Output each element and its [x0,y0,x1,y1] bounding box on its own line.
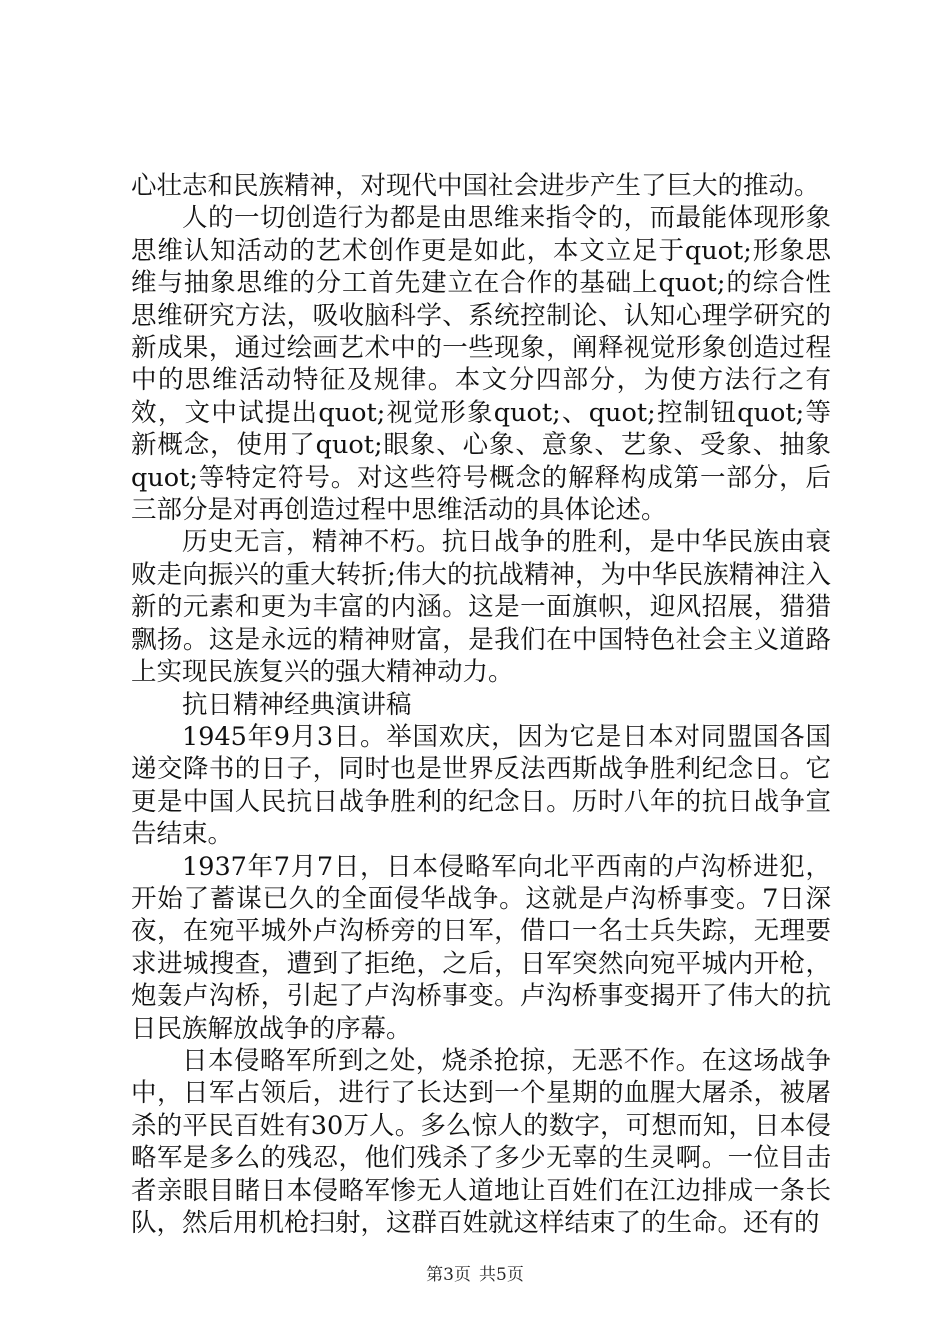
speech-title: 抗日精神经典演讲稿 [182,689,412,720]
document-body [131,170,831,1239]
paragraph-1: 心壮志和民族精神，对现代中国社会进步产生了巨大的推动。 [131,171,820,201]
paragraph-3: 历史无言，精神不朽。抗日战争的胜利，是中华民族由衰败走向振兴的重大转折;伟大的抗战精神，为中华民族精神注入新的元素和更为丰富的内涵。这是一面旗帜，迎风招展，猎猎飘扬。这是永远的精神财富，是我们在中国特色社会主义道路上实现民族复兴的强大精神动力。 [131,527,831,688]
page-footer [0,1264,950,1286]
paragraph-5: 1945年9月3日。举国欢庆，因为它是日本对同盟国各国递交降书的日子，同时也是世界反法西斯战争胜利纪念日。它更是中国人民抗日战争胜利的纪念日。历时八年的抗日战争宣告结束。 [131,721,831,850]
paragraph-7: 日本侵略军所到之处，烧杀抢掠，无恶不作。在这场战争中，日军占领后，进行了长达到一个星期的血腥大屠杀，被屠杀的平民百姓有30万人。多么惊人的数字，可想而知，日本侵略军是多么的残忍，他们残杀了多少无辜的生灵啊。一位目击者亲眼目睹日本侵略军惨无人道地让百姓们在江边排成一条长队，然后用机枪扫射，这群百姓就这样结束了的生命。还有的 [131,1045,831,1238]
paragraph-6: 1937年7月7日，日本侵略军向北平西南的卢沟桥进犯，开始了蓄谋已久的全面侵华战争。这就是卢沟桥事变。7日深夜，在宛平城外卢沟桥旁的日军，借口一名士兵失踪，无理要求进城搜查，遭到了拒绝，之后，日军突然向宛平城内开枪，炮轰卢沟桥，引起了卢沟桥事变。卢沟桥事变揭开了伟大的抗日民族解放战争的序幕。 [131,851,831,1044]
page-total: 共5页 [479,1265,524,1285]
page-number: 第3页 [426,1265,471,1285]
paragraph-2: 人的一切创造行为都是由思维来指令的，而最能体现形象思维认知活动的艺术创作更是如此，本文立足于quot;形象思维与抽象思维的分工首先建立在合作的基础上quot;的综合性思维研究方法，吸收脑科学、系统控制论、认知心理学研究的新成果，通过绘画艺术中的一些现象，阐释视觉形象创造过程中的思维活动特征及规律。本文分四部分，为使方法行之有效，文中试提出quot;视觉形象quot;、quot;控制钮quot;等新概念，使用了quot;眼象、心象、意象、艺象、受象、抽象quot;等特定符号。对这些符号概念的解释构成第一部分，后三部分是对再创造过程中思维活动的具体论述。 [131,203,831,526]
